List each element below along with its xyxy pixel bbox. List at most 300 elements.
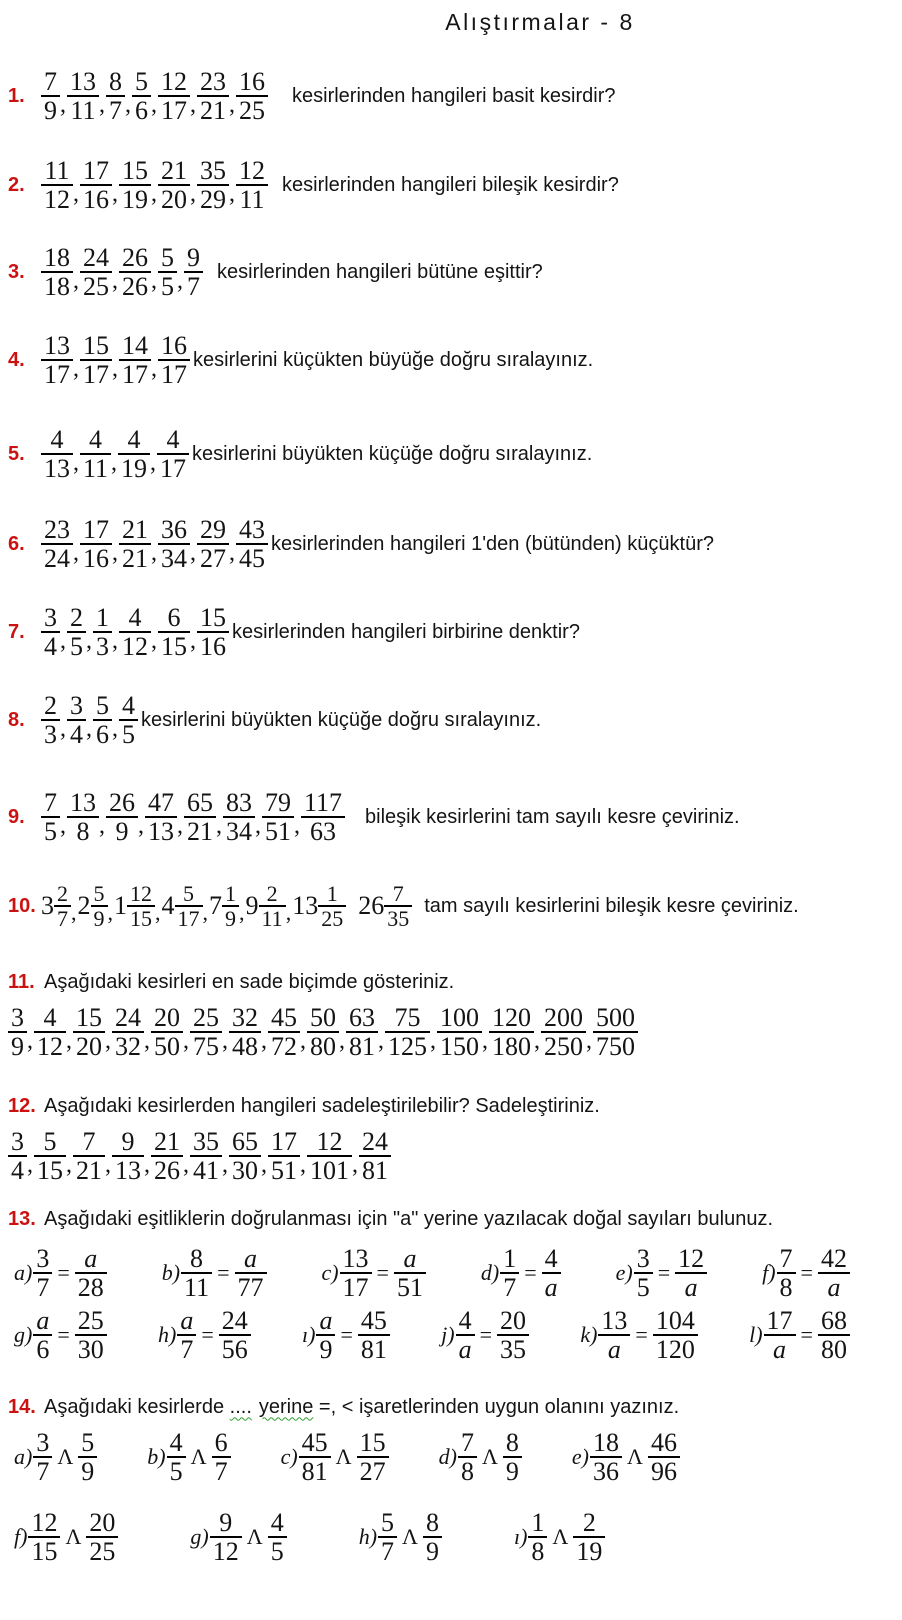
question-14-number: 14. [8, 1395, 36, 1418]
denominator: a [598, 1334, 630, 1362]
item-label: f) [762, 1260, 776, 1285]
comparison-placeholder: Λ [65, 1524, 82, 1549]
denominator: 5 [158, 271, 177, 299]
comma-separator: , [73, 449, 79, 476]
question-5-fraction-list [41, 427, 189, 481]
numerator: 13 [44, 331, 70, 360]
denominator: 17 [340, 1272, 372, 1300]
comma-separator: , [216, 812, 222, 839]
fraction [41, 158, 73, 212]
numerator: 5 [161, 243, 174, 272]
comma-separator: , [352, 1151, 358, 1178]
denominator: 15 [28, 1536, 60, 1564]
fraction [41, 69, 60, 123]
dots-placeholder: .... [229, 1395, 252, 1418]
fraction [235, 1246, 267, 1300]
comma-separator: , [151, 355, 157, 382]
comma-separator: , [60, 627, 66, 654]
numerator: 4 [544, 1244, 558, 1273]
comma-separator: , [144, 1151, 150, 1178]
fraction [33, 1308, 52, 1362]
fraction [184, 245, 203, 299]
denominator: 16 [197, 631, 229, 659]
fraction [73, 1129, 105, 1183]
fraction [236, 517, 268, 571]
question-3-number: 3. [8, 260, 25, 283]
numerator: 2 [44, 691, 57, 720]
denominator: 20 [158, 184, 190, 212]
denominator: 96 [648, 1456, 680, 1484]
numerator: 26 [109, 788, 135, 817]
numerator: 200 [544, 1003, 583, 1032]
question-4-number: 4. [8, 348, 25, 371]
denominator: 16 [80, 184, 112, 212]
comma-separator: , [27, 1151, 33, 1178]
comma-separator: , [261, 1151, 267, 1178]
item-label: g) [14, 1322, 33, 1347]
fraction [119, 158, 151, 212]
question-12-fraction-list [8, 1127, 902, 1185]
underlined-word: yerine [258, 1395, 314, 1418]
denominator: 7 [378, 1536, 397, 1564]
denominator: 28 [75, 1272, 107, 1300]
denominator: a [764, 1334, 796, 1362]
question-8 [8, 691, 902, 749]
whole-number: 13 [292, 891, 319, 920]
question-2-text: kesirlerinden hangileri bileşik kesirdir? [282, 173, 619, 196]
whole-number: 9 [245, 891, 259, 920]
comma-separator: , [378, 1027, 384, 1054]
fraction [8, 1005, 27, 1059]
fraction [223, 790, 255, 844]
denominator: 8 [67, 816, 99, 844]
heading-pre: Aşağıdaki kesirlerde [44, 1395, 230, 1418]
question-7-number: 7. [8, 620, 25, 643]
denominator: 17 [158, 359, 190, 387]
fraction [158, 245, 177, 299]
fraction [268, 1005, 300, 1059]
denominator: 50 [151, 1031, 183, 1059]
fraction [634, 1246, 653, 1300]
fraction [500, 1246, 519, 1300]
equals-sign: = [340, 1322, 353, 1347]
denominator: 13 [41, 453, 73, 481]
equals-sign: = [57, 1322, 70, 1347]
numerator: 20 [500, 1306, 527, 1335]
whole-number: 4 [161, 891, 175, 920]
mixed-number [358, 883, 412, 929]
numerator: 7 [82, 1127, 96, 1156]
denominator: 21 [119, 543, 151, 571]
whole-number: 7 [209, 891, 222, 920]
fraction [78, 1430, 97, 1484]
denominator: 30 [229, 1155, 261, 1183]
numerator: a [84, 1244, 98, 1273]
equation-item [481, 1246, 561, 1300]
numerator: 25 [77, 1306, 104, 1335]
denominator: 29 [197, 184, 229, 212]
numerator: 12 [239, 156, 265, 185]
fraction [41, 427, 73, 481]
numerator: 5 [43, 1127, 57, 1156]
denominator: 25 [80, 271, 112, 299]
denominator: 9 [91, 905, 108, 929]
question-2-number: 2. [8, 173, 25, 196]
comma-separator: , [112, 180, 118, 207]
numerator: 5 [81, 1428, 95, 1457]
numerator: 2 [266, 881, 278, 906]
denominator: 51 [268, 1155, 300, 1183]
fraction [190, 1005, 222, 1059]
whole-number: 3 [41, 891, 54, 920]
item-label: e) [571, 1444, 589, 1469]
fraction [573, 1510, 605, 1564]
denominator: 34 [158, 543, 190, 571]
denominator: 27 [197, 543, 229, 571]
question-7-fraction-list [41, 605, 229, 659]
fraction [41, 245, 73, 299]
question-4-fraction-list [41, 333, 190, 387]
denominator: 26 [151, 1155, 183, 1183]
denominator: 36 [590, 1456, 622, 1484]
comma-separator: , [255, 812, 261, 839]
question-11-heading [8, 969, 902, 995]
comparison-item [359, 1510, 442, 1564]
fraction [528, 1510, 547, 1564]
denominator: 17 [158, 95, 190, 123]
numerator: 4 [43, 1003, 57, 1032]
comma-separator: , [27, 1027, 33, 1054]
fraction [112, 1129, 144, 1183]
item-label: l) [749, 1322, 763, 1347]
item-label: e) [615, 1260, 633, 1285]
fraction [301, 790, 345, 844]
mixed-number [209, 883, 239, 929]
fraction [210, 1510, 242, 1564]
comma-separator: , [112, 627, 118, 654]
numerator: 46 [650, 1428, 677, 1457]
numerator: 15 [76, 1003, 102, 1032]
fraction [197, 517, 229, 571]
fraction [818, 1246, 850, 1300]
denominator: 56 [219, 1334, 251, 1362]
denominator: 8 [528, 1536, 547, 1564]
fraction [268, 1510, 287, 1564]
denominator: 9 [78, 1456, 97, 1484]
question-13-equation-row-2 [14, 1306, 850, 1364]
equals-sign: = [635, 1322, 648, 1347]
fraction [158, 517, 190, 571]
numerator: 79 [265, 788, 291, 817]
fraction [423, 1510, 442, 1564]
fraction [75, 1308, 107, 1362]
denominator: 12 [119, 631, 151, 659]
question-2 [8, 156, 902, 214]
numerator: 1 [96, 603, 109, 632]
fraction [542, 1246, 561, 1300]
question-3 [8, 243, 902, 301]
numerator: 24 [362, 1127, 388, 1156]
comma-separator: , [190, 180, 196, 207]
comma-separator: , [73, 539, 79, 566]
equals-sign: = [800, 1260, 813, 1285]
comma-separator: , [99, 91, 105, 118]
question-11-fraction-list [8, 1003, 902, 1061]
numerator: 29 [200, 515, 226, 544]
denominator: 7 [212, 1456, 231, 1484]
comma-separator: , [151, 539, 157, 566]
denominator: 120 [653, 1334, 698, 1362]
fraction [41, 605, 60, 659]
denominator: 11 [236, 184, 268, 212]
item-label: c) [321, 1260, 339, 1285]
comparison-item [439, 1430, 522, 1484]
fraction [385, 1005, 430, 1059]
denominator: 3 [41, 719, 60, 747]
numerator: 75 [394, 1003, 421, 1032]
numerator: 3 [11, 1127, 24, 1156]
denominator: 20 [73, 1031, 105, 1059]
fraction [41, 693, 60, 747]
denominator: 7 [184, 271, 203, 299]
numerator: 8 [109, 67, 122, 96]
denominator: 750 [593, 1031, 638, 1059]
numerator: 6 [167, 603, 181, 632]
equation-item [616, 1246, 708, 1300]
comparison-placeholder: Λ [481, 1444, 498, 1469]
comparison-placeholder: Λ [57, 1444, 74, 1469]
question-6-fraction-list [41, 517, 268, 571]
equals-sign: = [201, 1322, 214, 1347]
item-label: ı) [513, 1524, 528, 1549]
equation-item [302, 1308, 390, 1362]
numerator: 15 [122, 156, 148, 185]
fraction [177, 1308, 196, 1362]
fraction [503, 1430, 522, 1484]
numerator: 12 [678, 1244, 705, 1273]
item-label: a) [14, 1444, 33, 1469]
numerator: 100 [440, 1003, 479, 1032]
comma-separator: , [71, 900, 77, 925]
numerator: 3 [36, 1428, 50, 1457]
fraction [358, 1308, 390, 1362]
numerator: 63 [349, 1003, 375, 1032]
equation-item [580, 1308, 698, 1362]
denominator: 19 [118, 453, 150, 481]
item-label: ı) [302, 1322, 316, 1347]
numerator: 3 [36, 1244, 50, 1273]
denominator: 17 [119, 359, 151, 387]
fraction [158, 333, 190, 387]
denominator: 81 [346, 1031, 378, 1059]
numerator: 43 [239, 515, 265, 544]
comparison-placeholder: Λ [335, 1444, 352, 1469]
fraction [80, 245, 112, 299]
numerator: 20 [89, 1508, 116, 1537]
denominator: 17 [175, 905, 203, 929]
equals-sign: = [524, 1260, 537, 1285]
fraction [437, 1005, 482, 1059]
fraction [648, 1430, 680, 1484]
denominator: 101 [307, 1155, 352, 1183]
comma-separator: , [66, 1027, 72, 1054]
numerator: 12 [316, 1127, 343, 1156]
denominator: 19 [573, 1536, 605, 1564]
item-label: b) [147, 1444, 166, 1469]
comma-separator: , [190, 539, 196, 566]
question-2-fraction-list [41, 158, 268, 212]
comma-separator: , [222, 1027, 228, 1054]
comparison-item [14, 1510, 118, 1564]
numerator: 4 [89, 425, 103, 454]
comma-separator: , [112, 355, 118, 382]
comma-separator: , [86, 715, 92, 742]
denominator: 7 [500, 1272, 519, 1300]
numerator: 3 [70, 691, 83, 720]
comma-separator: , [300, 1151, 306, 1178]
question-8-text: kesirlerini büyükten küçüğe doğru sıralayınız. [141, 708, 542, 731]
comma-separator: , [300, 1027, 306, 1054]
fraction [112, 1005, 144, 1059]
fraction [73, 1005, 105, 1059]
numerator: 1 [503, 1244, 517, 1273]
denominator: 34 [223, 816, 255, 844]
numerator: 4 [166, 425, 180, 454]
fraction [653, 1308, 698, 1362]
comma-separator: , [60, 715, 66, 742]
item-label: f) [14, 1524, 28, 1549]
numerator: 68 [820, 1306, 847, 1335]
fraction [158, 69, 190, 123]
comma-separator: , [177, 267, 183, 294]
fraction [41, 517, 73, 571]
denominator: 41 [190, 1155, 222, 1183]
numerator: 83 [226, 788, 252, 817]
numerator: 18 [592, 1428, 619, 1457]
mixed-number [246, 883, 286, 929]
fraction [80, 517, 112, 571]
numerator: 32 [232, 1003, 258, 1032]
equals-sign: = [217, 1260, 230, 1285]
denominator: 81 [358, 1334, 390, 1362]
item-label: h) [158, 1322, 177, 1347]
denominator: 17 [157, 453, 189, 481]
equation-item [14, 1308, 107, 1362]
question-9-number: 9. [8, 805, 25, 828]
comma-separator: , [430, 1027, 436, 1054]
denominator: 5 [268, 1536, 287, 1564]
fraction [127, 883, 155, 929]
denominator: 72 [268, 1031, 300, 1059]
question-8-number: 8. [8, 708, 25, 731]
numerator: 8 [425, 1508, 439, 1537]
fraction [384, 883, 412, 929]
denominator: 13 [145, 816, 177, 844]
numerator: 6 [214, 1428, 228, 1457]
fraction [212, 1430, 231, 1484]
fraction [106, 69, 125, 123]
fraction [259, 883, 286, 929]
fraction [456, 1308, 475, 1362]
question-9-text: bileşik kesirlerini tam sayılı kesre çeviriniz. [365, 805, 740, 828]
comma-separator: , [144, 1027, 150, 1054]
question-3-text: kesirlerinden hangileri bütüne eşittir? [217, 260, 543, 283]
fraction [236, 158, 268, 212]
comma-separator: , [482, 1027, 488, 1054]
fraction [598, 1308, 630, 1362]
equation-item [749, 1308, 850, 1362]
question-11-text: Aşağıdaki kesirleri en sade biçimde gösteriniz. [44, 970, 455, 993]
numerator: 36 [161, 515, 187, 544]
denominator: 8 [777, 1272, 796, 1300]
numerator: 45 [360, 1306, 387, 1335]
denominator: a [675, 1272, 707, 1300]
numerator: 5 [93, 881, 105, 906]
fraction [119, 517, 151, 571]
comma-separator: , [155, 900, 161, 925]
numerator: 4 [169, 1428, 183, 1457]
mixed-number [41, 883, 71, 929]
question-5-number: 5. [8, 442, 25, 465]
fraction [262, 790, 294, 844]
question-11-number: 11. [8, 970, 35, 993]
fraction [80, 158, 112, 212]
numerator: 24 [83, 243, 109, 272]
numerator: 7 [460, 1428, 474, 1457]
comma-separator: , [112, 267, 118, 294]
numerator: 9 [187, 243, 200, 272]
comma-separator: , [99, 812, 105, 839]
fraction [54, 883, 71, 929]
question-7-text: kesirlerinden hangileri birbirine denktir? [232, 620, 580, 643]
question-12-text: Aşağıdaki kesirlerden hangileri sadeleştirilebilir? Sadeleştiriniz. [44, 1094, 600, 1117]
numerator: a [403, 1244, 417, 1273]
numerator: 4 [270, 1508, 284, 1537]
mixed-number [162, 883, 203, 929]
fraction [357, 1430, 389, 1484]
numerator: 12 [130, 881, 152, 906]
equals-sign: = [479, 1322, 493, 1347]
numerator: 7 [44, 67, 57, 96]
numerator: 16 [239, 67, 265, 96]
numerator: 42 [820, 1244, 847, 1273]
question-1-text: kesirlerinden hangileri basit kesirdir? [292, 84, 616, 107]
fraction [394, 1246, 426, 1300]
fraction [197, 69, 229, 123]
comma-separator: , [261, 1027, 267, 1054]
denominator: 9 [222, 905, 239, 929]
denominator: 4 [67, 719, 86, 747]
fraction [268, 1129, 300, 1183]
numerator: 17 [271, 1127, 297, 1156]
comma-separator: , [86, 627, 92, 654]
numerator: 1 [225, 881, 236, 906]
denominator: 5 [119, 719, 138, 747]
numerator: 15 [200, 603, 226, 632]
fraction [764, 1308, 796, 1362]
denominator: 13 [112, 1155, 144, 1183]
denominator: 6 [93, 719, 112, 747]
comma-separator: , [190, 91, 196, 118]
fraction [119, 693, 138, 747]
numerator: 25 [193, 1003, 219, 1032]
denominator: 8 [458, 1456, 477, 1484]
comparison-item [514, 1510, 605, 1564]
question-9-fraction-list [41, 790, 345, 844]
fraction [158, 605, 190, 659]
denominator: 6 [33, 1334, 52, 1362]
numerator: 17 [766, 1306, 793, 1335]
